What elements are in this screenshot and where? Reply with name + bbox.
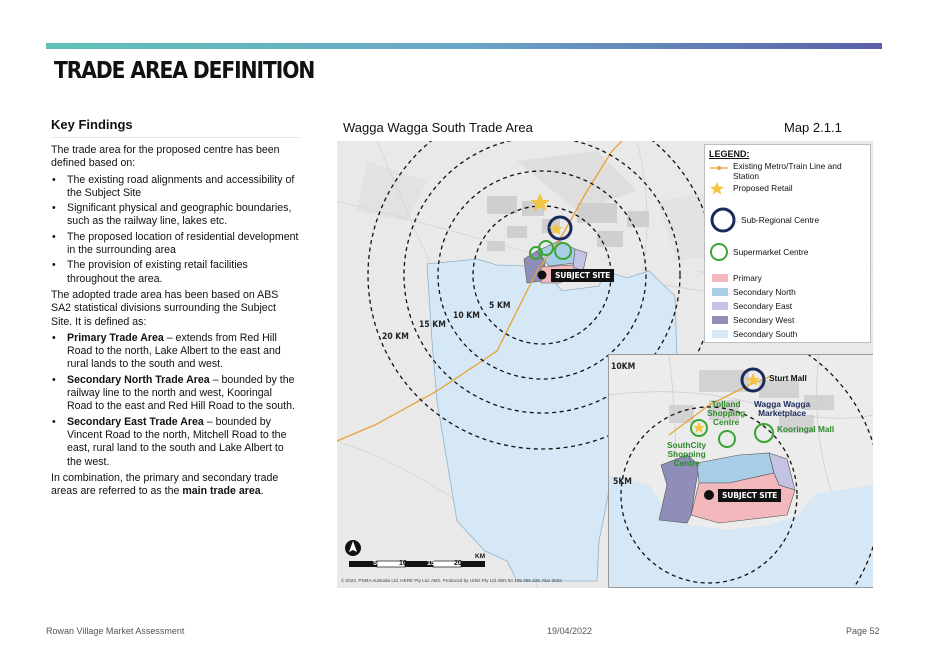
combination-end: . xyxy=(260,485,264,498)
scale-label: 20 xyxy=(454,560,462,567)
map-copyright: © 2022, PSMA Australia Ltd, HERE Pty Ltd, ABS. Produced by Urbis Pty Ltd ABN 50 105 256 228, Mar 2022 xyxy=(341,578,562,583)
footer-report-name: Rowan Village Market Assessment xyxy=(46,626,185,636)
scale-bar xyxy=(349,561,485,567)
trade-area-name: Secondary East Trade Area xyxy=(67,415,204,428)
subject-site-marker-icon xyxy=(538,271,547,280)
tolland-label: Tolland Shopping Centre xyxy=(707,399,746,427)
inset-ring-label-10km: 10KM xyxy=(611,362,636,372)
sub-regional-ring-icon xyxy=(709,206,737,234)
inset-subject-site-icon xyxy=(704,490,714,500)
wagga-marketplace-label: Wagga Wagga Marketplace xyxy=(754,399,811,418)
secondary-west-swatch xyxy=(712,316,728,324)
secondary-east-swatch xyxy=(712,302,728,310)
trade-area-desc: – extends from Red Hill Road to the north, Lake Albert to the east and rural lands to the south and west. xyxy=(67,331,281,371)
legend-item xyxy=(709,181,793,195)
sturt-mall-label: Sturt Mall xyxy=(769,373,807,383)
legend-label: Existing Metro/Train Line and Station xyxy=(733,161,842,181)
ring-label-20km: 20 KM xyxy=(382,332,409,342)
secondary-north-swatch xyxy=(712,288,728,296)
trade-area-name: Primary Trade Area xyxy=(67,331,164,344)
legend-item xyxy=(709,271,762,285)
key-findings-combination xyxy=(51,472,299,499)
trade-area-name: Secondary North Trade Area xyxy=(67,373,210,386)
ring-label-10km: 10 KM xyxy=(453,311,480,321)
scale-label: 10 xyxy=(399,560,407,567)
legend-label: Primary xyxy=(733,273,762,283)
list-item xyxy=(51,416,299,469)
legend-label: Proposed Retail xyxy=(733,183,793,193)
map-number: Map 2.1.1 xyxy=(784,120,842,135)
inset-map-base xyxy=(609,355,873,587)
primary-swatch xyxy=(712,274,728,282)
ring-label-5km: 5 KM xyxy=(489,301,511,311)
header-accent-bar xyxy=(46,43,882,49)
inset-ring-label-5km: 5KM xyxy=(613,477,632,487)
secondary-south-swatch xyxy=(712,330,728,338)
scale-label: 15 xyxy=(427,560,435,567)
subject-site-label: SUBJECT SITE xyxy=(551,269,614,282)
legend-item xyxy=(709,299,792,313)
legend-item xyxy=(709,327,797,341)
legend-item xyxy=(709,242,808,262)
scale-unit: KM xyxy=(475,553,486,560)
trade-area-desc: – bounded by the railway line to the north and west, Kooringal Road to the east and Red Hill Road to the south. xyxy=(67,373,295,413)
footer-page-number: Page 52 xyxy=(846,626,880,636)
legend-label: Secondary South xyxy=(733,329,798,339)
trade-area-desc: – bounded by Vincent Road to the north, Mitchell Road to the east, rural land to the south and Lake Albert to the west. xyxy=(67,415,287,468)
combination-text: In combination, the primary and secondary trade areas are referred to as the xyxy=(51,471,279,498)
list-item: • The provision of existing retail facilities throughout the area. xyxy=(51,259,299,286)
list-item xyxy=(51,374,299,414)
scale-label: 5 xyxy=(373,560,377,567)
legend-label: Supermarket Centre xyxy=(733,247,809,257)
list-item: • Significant physical and geographic boundaries, such as the railway line, lakes etc. xyxy=(51,202,299,229)
inset-map[interactable] xyxy=(608,354,873,588)
kooringal-label: Kooringal Mall xyxy=(777,424,835,434)
legend-item xyxy=(709,285,796,299)
footer-date: 19/04/2022 xyxy=(547,626,593,636)
legend-label: Secondary North xyxy=(733,287,796,297)
key-findings-divider xyxy=(51,137,299,138)
list-item xyxy=(51,332,299,372)
legend-item xyxy=(709,161,870,181)
legend-label: Sub-Regional Centre xyxy=(741,215,820,225)
legend-label: Secondary East xyxy=(733,301,793,311)
inset-subject-site-label: SUBJECT SITE xyxy=(718,489,781,502)
legend-item xyxy=(709,206,819,234)
trade-area-map[interactable] xyxy=(337,141,873,588)
legend-item xyxy=(709,313,794,327)
legend-label: Secondary West xyxy=(733,315,795,325)
key-findings-intro: The trade area for the proposed centre has been defined based on: xyxy=(51,144,280,170)
map-legend xyxy=(704,144,871,343)
trade-area-list xyxy=(51,332,299,469)
page-title: TRADE AREA DEFINITION xyxy=(54,58,315,84)
ring-label-15km: 15 KM xyxy=(419,320,446,330)
star-icon xyxy=(709,181,725,195)
key-findings-body xyxy=(51,144,299,501)
legend-title: LEGEND: xyxy=(709,149,750,159)
list-item: • The proposed location of residential development in the surrounding area xyxy=(51,231,299,258)
supermarket-ring-icon xyxy=(709,242,729,262)
list-item: • The existing road alignments and accessibility of the Subject Site xyxy=(51,174,299,201)
southcity-label: SouthCity Shopping Centre xyxy=(667,440,707,468)
map-title: Wagga Wagga South Trade Area xyxy=(343,120,533,135)
rail-line-icon xyxy=(709,164,729,172)
criteria-list xyxy=(51,174,299,286)
main-trade-area-term: main trade area xyxy=(182,485,261,498)
key-findings-adopted: The adopted trade area has been based on ABS SA2 statistical divisions surrounding the Subject Site. It is defined as: xyxy=(51,288,279,328)
key-findings-heading: Key Findings xyxy=(51,117,133,132)
